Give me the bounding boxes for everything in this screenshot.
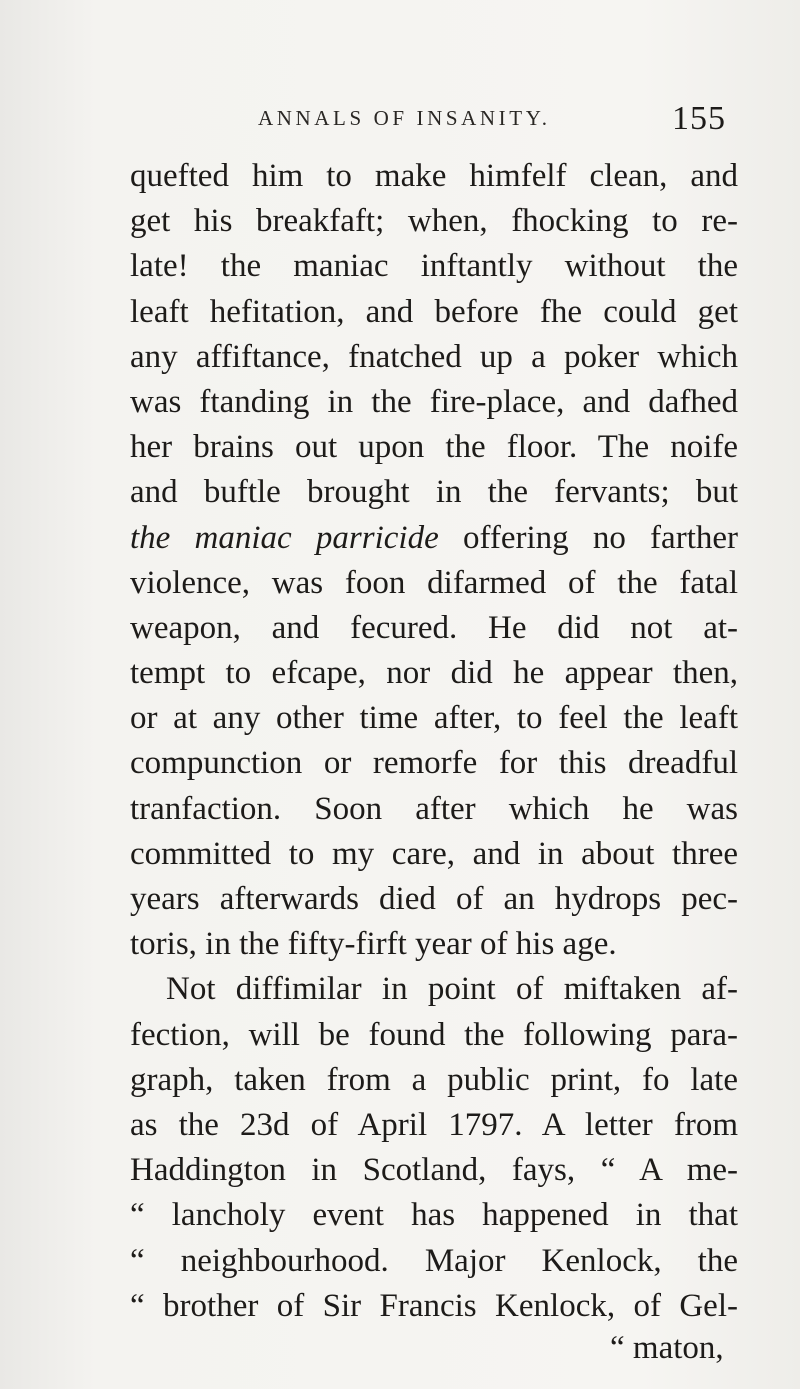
text-run: offering no farther	[438, 519, 738, 556]
text-line: her brains out upon the floor. The noife	[130, 429, 738, 466]
text-line: get his breakfaft; when, fhocking to re-	[130, 203, 738, 240]
text-line: weapon, and fecured. He did not at-	[130, 609, 738, 646]
body-text	[130, 154, 738, 1329]
page-header	[0, 100, 800, 140]
text-line: Haddington in Scotland, fays, “ A me-	[130, 1152, 738, 1189]
text-line: leaft hefitation, and before fhe could get	[130, 293, 738, 330]
page-number: 155	[672, 100, 726, 137]
catchword: “ maton,	[610, 1330, 724, 1366]
running-title: ANNALS OF INSANITY.	[258, 106, 551, 130]
text-line: any affiftance, fnatched up a poker which	[130, 338, 738, 375]
text-line: quefted him to make himfelf clean, and	[130, 158, 738, 194]
text-line: graph, taken from a public print, fo late	[130, 1061, 738, 1098]
text-line: “ lancholy event has happened in that	[130, 1197, 738, 1234]
text-line: compunction or remorfe for this dreadful	[130, 745, 738, 782]
text-line: was ftanding in the fire-place, and dafhed	[130, 383, 738, 420]
text-line: committed to my care, and in about three	[130, 835, 738, 872]
text-line: years afterwards died of an hydrops pec-	[130, 881, 738, 917]
text-line: “ neighbourhood. Major Kenlock, the	[130, 1242, 738, 1279]
text-line: violence, was foon difarmed of the fatal	[130, 564, 738, 601]
text-line: tranfaction. Soon after which he was	[130, 790, 738, 827]
text-line: late! the maniac inftantly without the	[130, 248, 738, 285]
text-line: and buftle brought in the fervants; but	[130, 474, 738, 511]
text-line: or at any other time after, to feel the leaft	[130, 700, 738, 737]
text-line: as the 23d of April 1797. A letter from	[130, 1106, 738, 1143]
text-line: fection, will be found the following para-	[130, 1016, 738, 1053]
text-line: toris, in the fifty-firft year of his age.	[130, 926, 617, 963]
text-line: tempt to efcape, nor did he appear then,	[130, 655, 738, 692]
text-line	[130, 516, 738, 561]
text-line: “ brother of Sir Francis Kenlock, of Gel-	[130, 1287, 738, 1324]
paragraph-first-line: Not diffimilar in point of miftaken af-	[166, 971, 738, 1008]
italic-phrase: the maniac parricide	[130, 519, 439, 556]
